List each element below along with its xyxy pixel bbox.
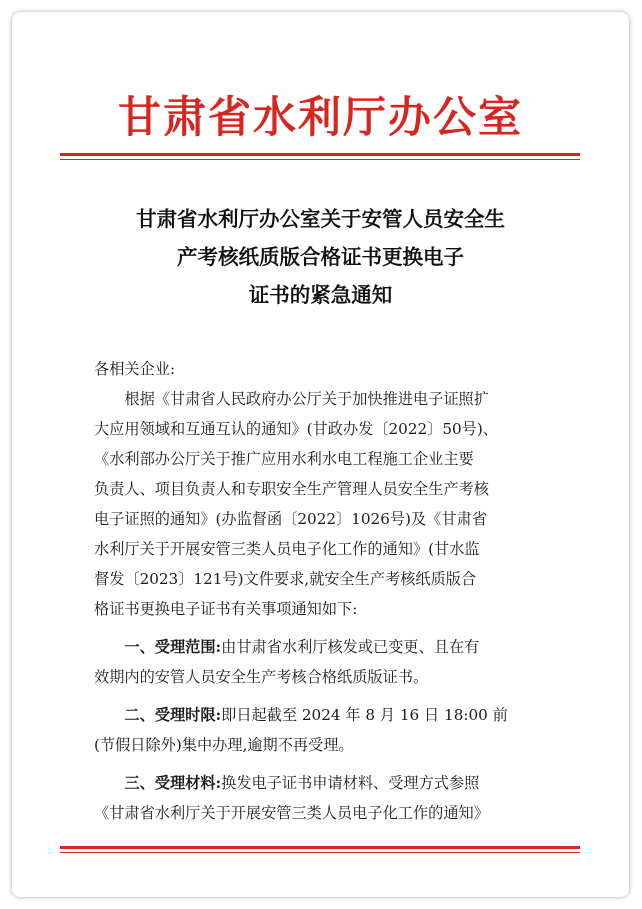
item-text: 即日起截至 2024 年 8 月 16 日 18:00 前 bbox=[221, 706, 508, 724]
letterhead-title: 甘肃省水利厅办公室 bbox=[118, 93, 523, 143]
letterhead-red-rule bbox=[60, 153, 580, 160]
red-rule-thin bbox=[60, 159, 580, 160]
item-heading: 一、受理范围: bbox=[124, 638, 222, 656]
intro-line: 大应用领域和互通互认的通知》(甘政办发〔2022〕50号)、 bbox=[94, 420, 498, 438]
footer-red-rule bbox=[60, 846, 580, 853]
item-scope bbox=[94, 632, 579, 662]
item-deadline bbox=[94, 700, 579, 730]
intro-line: 督发〔2023〕121号)文件要求,就安全生产考核纸质版合 bbox=[94, 570, 477, 588]
intro-line: 《水利部办公厅关于推广应用水利水电工程施工企业主要 bbox=[94, 450, 474, 468]
intro-line: 格证书更换电子证书有关事项通知如下: bbox=[94, 600, 358, 618]
notice-title bbox=[52, 200, 589, 314]
item-text-continued: 《甘肃省水利厅关于开展安管三类人员电子化工作的通知》 bbox=[94, 804, 489, 822]
item-text: 换发电子证书申请材料、受理方式参照 bbox=[221, 774, 480, 792]
title-line: 证书的紧急通知 bbox=[248, 283, 393, 307]
item-text-continued: (节假日除外)集中办理,逾期不再受理。 bbox=[94, 736, 354, 754]
intro-line: 根据《甘肃省人民政府办公厅关于加快推进电子证照扩 bbox=[124, 390, 489, 408]
red-rule-thick bbox=[60, 153, 580, 156]
item-materials bbox=[94, 768, 579, 798]
item-heading: 二、受理时限: bbox=[124, 706, 222, 724]
notice-body bbox=[94, 354, 579, 828]
item-heading: 三、受理材料: bbox=[124, 774, 222, 792]
item-text: 由甘肃省水利厅核发或已变更、且在有 bbox=[221, 638, 480, 656]
intro-line: 负责人、项目负责人和专职安全生产管理人员安全生产考核 bbox=[94, 480, 489, 498]
item-text-continued: 效期内的安管人员安全生产考核合格纸质版证书。 bbox=[94, 668, 429, 686]
red-rule-thin bbox=[60, 852, 580, 853]
intro-line: 水利厅关于开展安管三类人员电子化工作的通知》(甘水监 bbox=[94, 540, 480, 558]
document-page bbox=[12, 12, 629, 897]
intro-line: 电子证照的通知》(办监督函〔2022〕1026号)及《甘肃省 bbox=[94, 510, 487, 528]
salutation: 各相关企业: bbox=[94, 360, 176, 378]
red-rule-thick bbox=[60, 846, 580, 849]
title-line: 产考核纸质版合格证书更换电子 bbox=[177, 245, 464, 269]
title-line: 甘肃省水利厅办公室关于安管人员安全生 bbox=[136, 207, 505, 231]
